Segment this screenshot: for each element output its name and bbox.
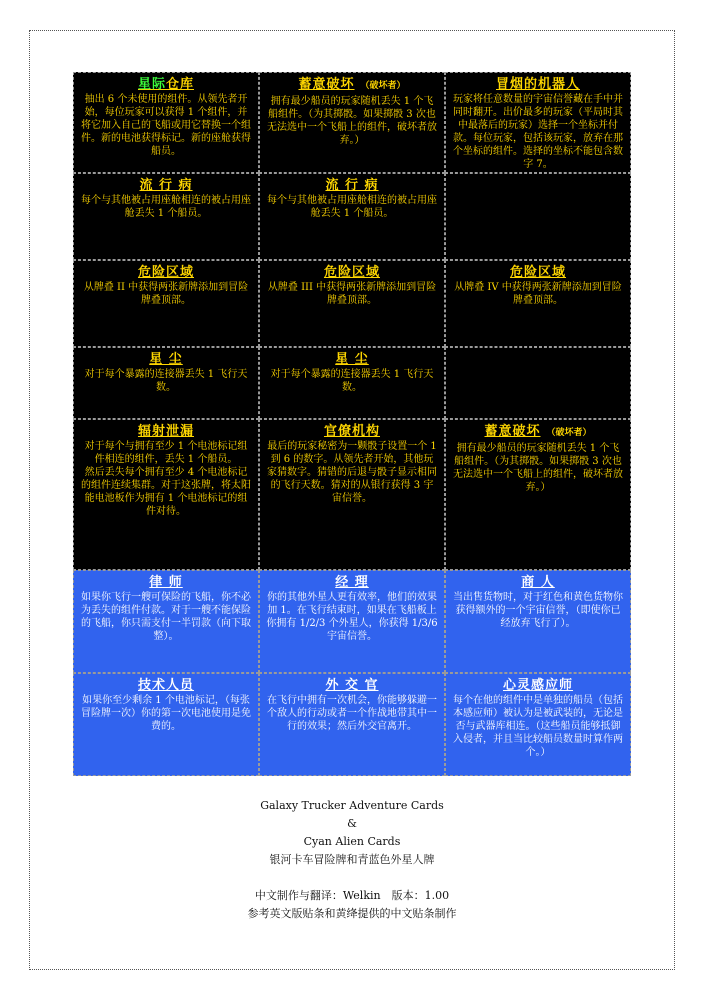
card-title [80,76,252,93]
footer-gap [0,869,704,887]
card-title: 星 尘 [335,352,369,367]
card-row [73,419,631,570]
card-title: 星 尘 [149,352,183,367]
card-title: 技术人员 [137,678,194,693]
card-danger-zone [259,260,445,347]
footer-credits: 中文制作与翻译：Welkin 版本：1.00 [254,889,450,902]
card-row [73,72,631,173]
card-body: 你的其他外星人更有效率，他们的效果加 1。在飞行结束时，如果在飞船板上你拥有 1/2/3 个外星人，你获得 1/3/6 宇宙信誉。 [266,592,438,642]
card-row [73,570,631,673]
card-title: 危险区域 [137,265,194,280]
footer-reference: 参考英文版贴条和黄绛提供的中文贴条制作 [247,907,457,920]
card-title: 冒烟的机器人 [495,77,580,92]
card-title-text: 蓄意破坏 [298,77,355,92]
card-title: 外 交 官 [325,678,379,693]
card-star-warehouse [73,72,259,173]
card-body: 拥有最少船员的玩家随机丢失 1 个飞船组件。（为其掷骰。如果掷骰 3 次也无法选中一个飞船上的组件，破坏者放弃。） [267,96,437,146]
card-body: 如果你至少剩余 1 个电池标记，（每张冒险牌一次）你的第一次电池使用是免费的。 [81,695,251,732]
card-epidemic [73,173,259,260]
card-bureaucracy [259,419,445,570]
card-title: 律 师 [149,575,183,590]
card-sabotage [445,419,631,570]
card-subtitle: （破坏者） [546,428,592,438]
card-danger-zone [445,260,631,347]
card-body: 每个与其他被占用座舱相连的被占用座舱丢失 1 个船员。 [81,195,251,219]
card-body: 从牌叠 III 中获得两张新牌添加到冒险牌叠顶部。 [267,282,437,306]
card-title: 危险区域 [323,265,380,280]
card-title-part: 星际 [137,77,166,92]
card-body: 抽出 6 个未使用的组件。从领先者开始，每位玩家可以获得 1 个组件，并将它加入自己的飞船或用它替换一个组件。新的电池获得标记。新的座舱获得船员。 [81,94,251,157]
card-body: 拥有最少船员的玩家随机丢失 1 个飞船组件。（为其掷骰。如果掷骰 3 次也无法选中一个飞船上的组件，破坏者放弃。） [453,443,623,493]
card-title: 心灵感应师 [502,678,573,693]
card-danger-zone [73,260,259,347]
footer [0,797,704,923]
card-row [73,673,631,776]
footer-title-en: Galaxy Trucker Adventure Cards [260,799,444,812]
card-body: 当出售货物时，对于红色和黄色货物你获得额外的一个宇宙信誉，（即使你已经放弃飞行了）。 [453,592,623,629]
card-body: 从牌叠 II 中获得两张新牌添加到冒险牌叠顶部。 [83,282,249,306]
card-sabotage [259,72,445,173]
card-title-text: 蓄意破坏 [484,424,541,439]
card-title: 流 行 病 [139,178,193,193]
card-title [266,76,438,95]
card-body: 每个在他的组件中是单独的船员（包括本感应师）被认为是被武装的，无论是否与武器库相连。（这些船员能够抵御入侵者，并且当比较船员数量时算作两个。） [453,695,623,758]
card-telepath [445,673,631,776]
card-merchant [445,570,631,673]
card-grid [73,72,631,776]
card-title: 辐射泄漏 [137,424,194,439]
footer-title-zh: 银河卡车冒险牌和青蓝色外星人牌 [269,853,435,866]
card-body: 在飞行中拥有一次机会，你能够躲避一个敌人的行动或者一个作战地带其中一行的效果；然后外交官离开。 [267,695,437,732]
card-title: 官僚机构 [323,424,380,439]
card-title [452,423,624,442]
card-stardust [259,347,445,419]
card-row [73,347,631,419]
card-epidemic [259,173,445,260]
card-diplomat [259,673,445,776]
card-body: 每个与其他被占用座舱相连的被占用座舱丢失 1 个船员。 [267,195,437,219]
footer-ampersand: & [347,817,357,830]
card-body: 对于每个与拥有至少 1 个电池标记组件相连的组件，丢失 1 个船员。 [84,441,248,465]
card-empty [445,173,631,260]
card-technician [73,673,259,776]
card-body: 对于每个暴露的连接器丢失 1 飞行天数。 [270,369,434,393]
card-title: 经 理 [335,575,369,590]
card-smoking-robot [445,72,631,173]
card-stardust [73,347,259,419]
card-manager [259,570,445,673]
card-title: 商 人 [521,575,555,590]
card-title-part: 仓库 [166,77,195,92]
card-empty [445,347,631,419]
footer-subtitle-en: Cyan Alien Cards [303,835,401,848]
card-body: 然后丢失每个拥有至少 4 个电池标记的组件连续集群。对于这张牌，将太阳能电池板作为拥有 1 个电池标记的组件对待。 [81,467,251,517]
card-title: 流 行 病 [325,178,379,193]
card-row [73,260,631,347]
card-subtitle: （破坏者） [360,81,406,91]
card-radiation-leak [73,419,259,570]
card-body: 对于每个暴露的连接器丢失 1 飞行天数。 [84,369,248,393]
card-row [73,173,631,260]
card-lawyer [73,570,259,673]
card-body: 玩家将任意数量的宇宙信誉藏在手中并同时翻开。出价最多的玩家（平局时其中最落后的玩家）选择一个坐标并付款。每位玩家，包括该玩家，放弃在那个坐标的组件。选择的坐标不能包含数字 7。 [453,94,623,170]
card-title: 危险区域 [509,265,566,280]
card-body: 最后的玩家秘密为一颗骰子设置一个 1 到 6 的数字。从领先者开始，其他玩家猜数字。猜错的后退与骰子显示相同的飞行天数。猜对的从银行获得 3 宇宙信誉。 [267,441,437,504]
card-body: 如果你飞行一艘可保险的飞船，你不必为丢失的组件付款。对于一艘不能保险的飞船，你只需支付一半罚款（向下取整）。 [81,592,251,642]
card-body: 从牌叠 IV 中获得两张新牌添加到冒险牌叠顶部。 [454,282,622,306]
